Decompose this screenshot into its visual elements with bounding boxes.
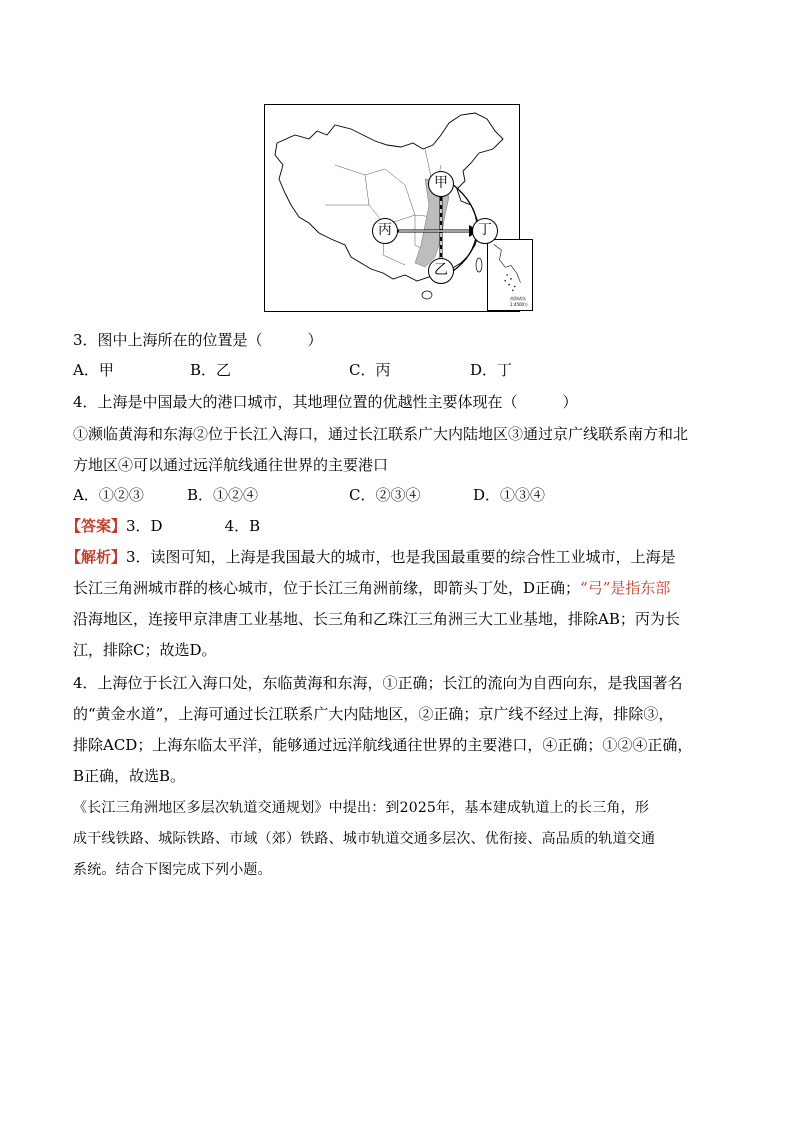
- analysis-p2-line2: 的“黄金水道”，上海可通过长江联系广大内陆地区，②正确；京广线不经过上海，排除③，: [73, 705, 674, 723]
- map-label-bing: 丙: [372, 218, 398, 244]
- map-label-jia: 甲: [428, 171, 454, 197]
- analysis-line1: [66, 547, 676, 567]
- q3-stem: 3．图中上海所在的位置是（ ）: [73, 331, 323, 349]
- analysis-label: 【解析】: [66, 548, 127, 566]
- intro-line3: 系统。结合下图完成下列小题。: [73, 862, 272, 878]
- q4-option-c: C．②③④: [349, 486, 421, 504]
- q4-statement-line1: ①濒临黄海和东海②位于长江入海口，通过长江联系广大内陆地区③通过京广线联系南方和北: [73, 425, 689, 443]
- analysis-p1-line3: 沿海地区，连接甲京津唐工业基地、长三角和乙珠江三角洲三大工业基地，排除AB；丙为长: [73, 610, 680, 628]
- analysis-p2-line4: B正确，故选B。: [73, 767, 186, 785]
- answer-line: [66, 516, 260, 536]
- analysis-p1-line2a: 长江三角洲城市群的核心城市，位于长江三角洲前缘，即箭头丁处，D正确；: [73, 579, 581, 597]
- map-label-ding: 丁: [472, 218, 498, 244]
- south-sea-inset-box: [487, 239, 533, 311]
- q3-option-c: C．丙: [349, 361, 391, 379]
- inset-caption-2: 1:4500万: [510, 302, 529, 307]
- analysis-p2-line1: 4．上海位于长江入海口处，东临黄海和东海，①正确；长江的流向为自西向东，是我国著名: [73, 674, 683, 692]
- answer-q3: 3．D: [126, 517, 163, 535]
- q4-statement-line2: 方地区④可以通过远洋航线通往世界的主要港口: [73, 456, 389, 474]
- map-label-yi: 乙: [428, 258, 454, 284]
- china-map-outline: [265, 105, 519, 311]
- q3-option-d: D．丁: [470, 361, 513, 379]
- q4-option-d: D．①③④: [473, 486, 546, 504]
- answer-label: 【答案】: [66, 517, 127, 535]
- analysis-p1-line4: 江，排除C；故选D。: [73, 641, 217, 659]
- q4-stem: 4．上海是中国最大的港口城市，其地理位置的优越性主要体现在（ ）: [73, 393, 578, 411]
- q3-option-a: A．甲: [73, 361, 114, 379]
- q4-option-a: A．①②③: [73, 486, 144, 504]
- china-map-figure: [264, 104, 529, 312]
- analysis-p2-line3: 排除ACD；上海东临太平洋，能够通过远洋航线通往世界的主要港口，④正确；①②④正确，: [73, 736, 693, 754]
- answer-q4: 4．B: [224, 517, 261, 535]
- intro-line2: 成干线铁路、城际铁路、市域（郊）铁路、城市轨道交通多层次、优衔接、高品质的轨道交通: [73, 831, 656, 847]
- analysis-line2: [73, 578, 670, 598]
- analysis-p1-line1: 3．读图可知，上海是我国最大的城市，也是我国最重要的综合性工业城市，上海是: [126, 548, 676, 566]
- q3-option-b: B．乙: [190, 361, 232, 379]
- intro-line1: 《长江三角洲地区多层次轨道交通规划》中提出：到2025年，基本建成轨道上的长三角，形: [73, 800, 650, 816]
- q4-option-b: B．①②④: [187, 486, 259, 504]
- inset-caption-1: 南海诸岛: [510, 296, 526, 301]
- analysis-p1-line2b: “弓”是指东部: [580, 579, 671, 597]
